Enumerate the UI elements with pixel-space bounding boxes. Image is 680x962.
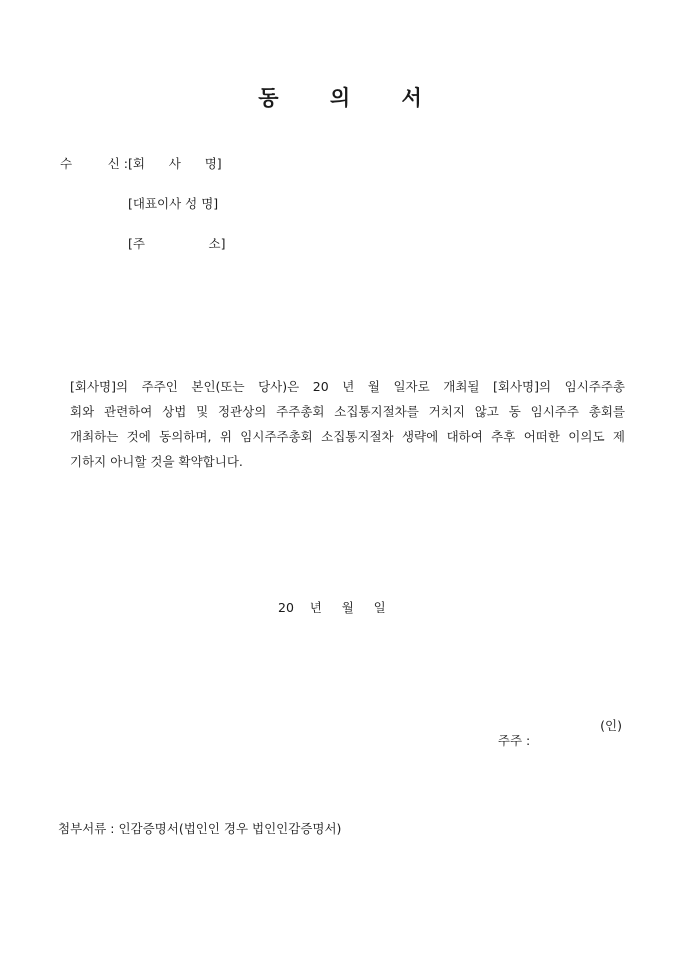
title-char-3: 서 — [401, 86, 422, 110]
body-line-3: 개최하는 것에 동의하며, 위 임시주주총회 소집통지절차 생략에 대하여 추후 어떠한 이의도 제 — [70, 429, 625, 444]
company-name-field: [회 사 명] — [128, 156, 222, 171]
body-line-4: 기하지 아니할 것을 확약합니다. — [70, 454, 243, 469]
body-line-2: 회와 관련하여 상법 및 정관상의 주주총회 소집통지절차를 거치지 않고 동 임시주주 총회를 — [70, 404, 625, 419]
body-line-1: [회사명]의 주주인 본인(또는 당사)은 20 년 월 일자로 개최될 [회사명]의 임시주주총 — [70, 379, 625, 394]
ceo-name-field: [대표이사 성 명] — [128, 196, 219, 211]
recipient-label-part-1: 수 — [60, 156, 73, 171]
shareholder-label: 주주 : — [497, 733, 531, 748]
consent-body — [70, 374, 625, 474]
recipient-label — [60, 154, 128, 172]
document-title — [0, 82, 680, 112]
seal-mark: (인) — [600, 718, 622, 733]
address-field: [주 소] — [128, 236, 226, 251]
title-char-2: 의 — [329, 86, 351, 110]
date-line: 20 년 월 일 — [278, 600, 386, 615]
attachment-note: 첨부서류 : 인감증명서(법인인 경우 법인인감증명서) — [58, 821, 342, 836]
recipient-label-part-2: 신 : — [107, 156, 128, 171]
title-char-1: 동 — [258, 86, 279, 110]
shareholder-signature — [482, 716, 622, 779]
